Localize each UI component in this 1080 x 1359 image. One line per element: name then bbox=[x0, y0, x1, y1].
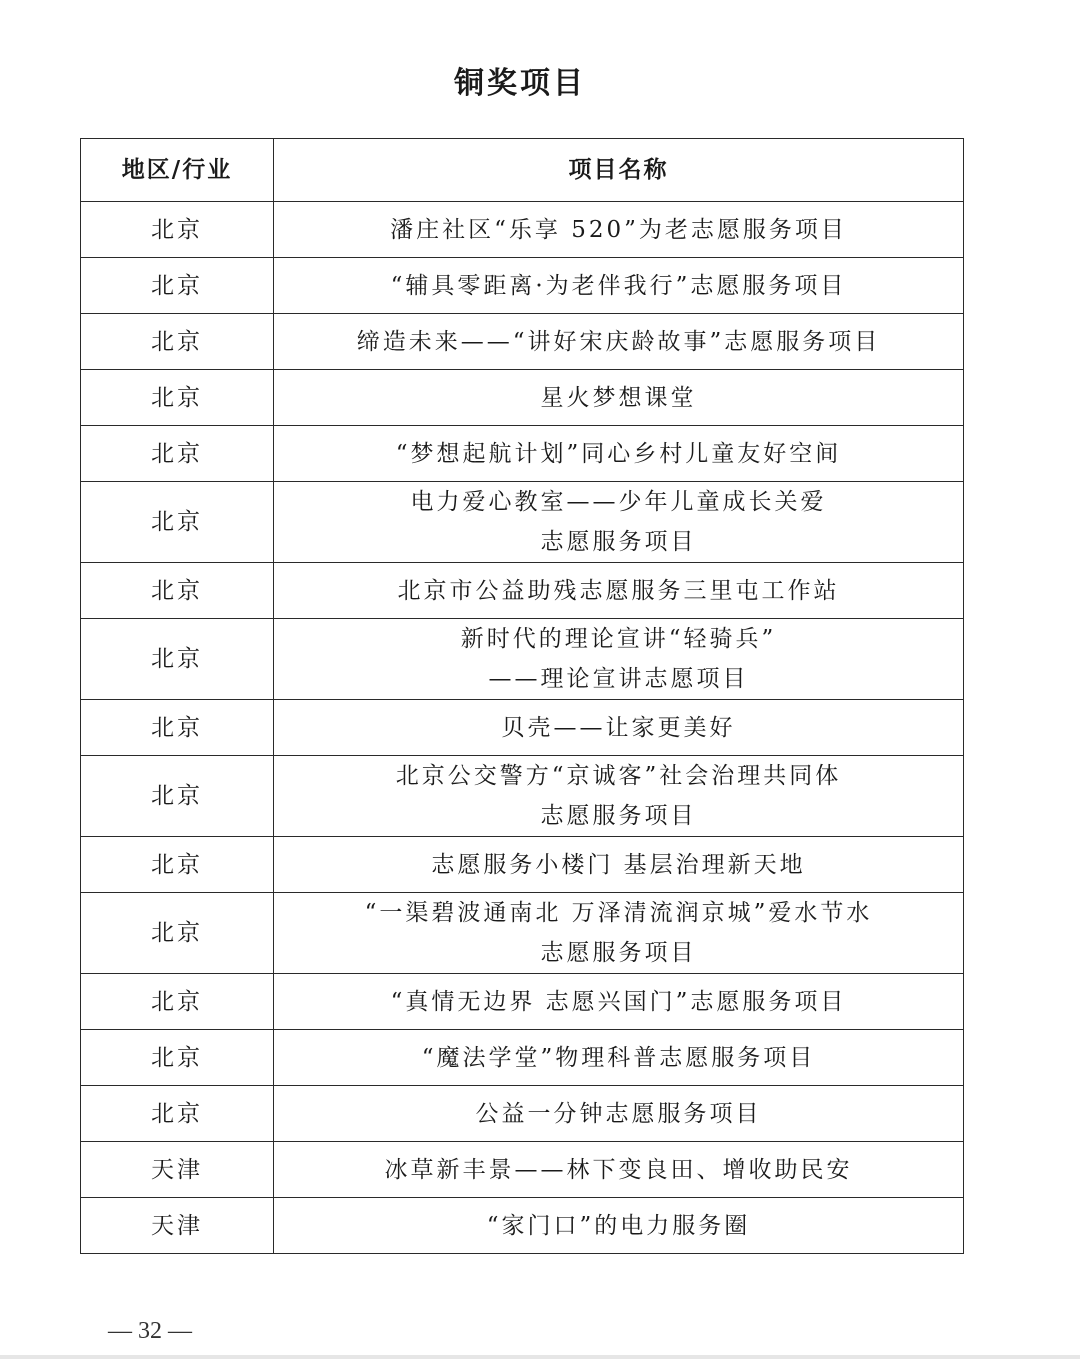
table-row bbox=[81, 1086, 964, 1142]
project-name-line: ——理论宣讲志愿项目 bbox=[488, 666, 749, 692]
project-name-cell bbox=[274, 426, 964, 482]
table-row bbox=[81, 756, 964, 837]
project-name-line: 电力爱心教室——少年儿童成长关爱 bbox=[410, 489, 827, 515]
page-title: 铜奖项目 bbox=[454, 66, 586, 101]
project-name-cell bbox=[274, 974, 964, 1030]
region-cell: 北京 bbox=[81, 482, 274, 563]
project-name-line: 北京市公益助残志愿服务三里屯工作站 bbox=[397, 577, 840, 604]
project-name-line: “梦想起航计划”同心乡村儿童友好空间 bbox=[395, 440, 842, 467]
table-row bbox=[81, 314, 964, 370]
region-cell: 北京 bbox=[81, 700, 274, 756]
project-name-line: 志愿服务小楼门 基层治理新天地 bbox=[431, 851, 806, 878]
project-name-cell bbox=[274, 893, 964, 974]
project-name-cell bbox=[274, 837, 964, 893]
table-row bbox=[81, 700, 964, 756]
region-cell: 北京 bbox=[81, 1030, 274, 1086]
bronze-award-table bbox=[80, 138, 964, 1254]
table-row bbox=[81, 893, 964, 974]
footer-divider bbox=[0, 1355, 1080, 1359]
project-name-cell bbox=[274, 370, 964, 426]
project-name-line: 志愿服务项目 bbox=[540, 940, 697, 966]
table-row bbox=[81, 202, 964, 258]
table-row bbox=[81, 619, 964, 700]
region-cell: 北京 bbox=[81, 314, 274, 370]
project-name-cell bbox=[274, 1198, 964, 1254]
project-name-line: 志愿服务项目 bbox=[540, 529, 697, 555]
table-row bbox=[81, 974, 964, 1030]
project-name-line: 新时代的理论宣讲“轻骑兵” bbox=[460, 626, 777, 652]
project-name-cell bbox=[274, 1030, 964, 1086]
table-row bbox=[81, 837, 964, 893]
region-cell: 北京 bbox=[81, 370, 274, 426]
project-name-cell bbox=[274, 202, 964, 258]
table-row bbox=[81, 370, 964, 426]
project-name-cell bbox=[274, 619, 964, 700]
region-cell: 北京 bbox=[81, 619, 274, 700]
page-number: — 32 — bbox=[108, 1318, 192, 1344]
project-name-line: 星火梦想课堂 bbox=[540, 384, 697, 411]
project-name-line: “真情无边界 志愿兴国门”志愿服务项目 bbox=[390, 988, 847, 1015]
project-name-line: 北京公交警方“京诚客”社会治理共同体 bbox=[395, 763, 842, 789]
region-cell: 北京 bbox=[81, 202, 274, 258]
table-row bbox=[81, 258, 964, 314]
project-name-cell bbox=[274, 563, 964, 619]
region-cell: 北京 bbox=[81, 756, 274, 837]
region-cell: 北京 bbox=[81, 837, 274, 893]
region-cell: 天津 bbox=[81, 1198, 274, 1254]
project-name-line: “一渠碧波通南北 万泽清流润京城”爱水节水 bbox=[364, 900, 873, 926]
table-row bbox=[81, 563, 964, 619]
project-name-line: 贝壳——让家更美好 bbox=[501, 714, 736, 741]
region-column-header: 地区/行业 bbox=[81, 139, 274, 202]
project-name-cell bbox=[274, 482, 964, 563]
project-name-cell bbox=[274, 1086, 964, 1142]
region-cell: 天津 bbox=[81, 1142, 274, 1198]
project-name-cell bbox=[274, 1142, 964, 1198]
project-name-cell bbox=[274, 314, 964, 370]
table-header-row bbox=[81, 139, 964, 202]
region-cell: 北京 bbox=[81, 893, 274, 974]
project-name-cell bbox=[274, 258, 964, 314]
table-row bbox=[81, 1198, 964, 1254]
project-name-cell bbox=[274, 700, 964, 756]
name-column-header: 项目名称 bbox=[274, 139, 964, 202]
region-cell: 北京 bbox=[81, 258, 274, 314]
table-row bbox=[81, 1030, 964, 1086]
region-cell: 北京 bbox=[81, 426, 274, 482]
project-name-line: 缔造未来——“讲好宋庆龄故事”志愿服务项目 bbox=[356, 328, 881, 355]
project-name-line: “魔法学堂”物理科普志愿服务项目 bbox=[421, 1044, 816, 1071]
project-name-line: 潘庄社区“乐享 520”为老志愿服务项目 bbox=[390, 216, 847, 243]
project-name-line: 公益一分钟志愿服务项目 bbox=[475, 1100, 762, 1127]
region-cell: 北京 bbox=[81, 1086, 274, 1142]
project-name-line: 志愿服务项目 bbox=[540, 803, 697, 829]
table-row bbox=[81, 1142, 964, 1198]
table-body bbox=[81, 202, 964, 1254]
project-name-line: 冰草新丰景——林下变良田、增收助民安 bbox=[384, 1156, 853, 1183]
project-name-cell bbox=[274, 756, 964, 837]
region-cell: 北京 bbox=[81, 974, 274, 1030]
table-row bbox=[81, 426, 964, 482]
project-name-line: “辅具零距离·为老伴我行”志愿服务项目 bbox=[390, 272, 847, 299]
region-cell: 北京 bbox=[81, 563, 274, 619]
project-name-line: “家门口”的电力服务圈 bbox=[486, 1212, 751, 1239]
table-row bbox=[81, 482, 964, 563]
